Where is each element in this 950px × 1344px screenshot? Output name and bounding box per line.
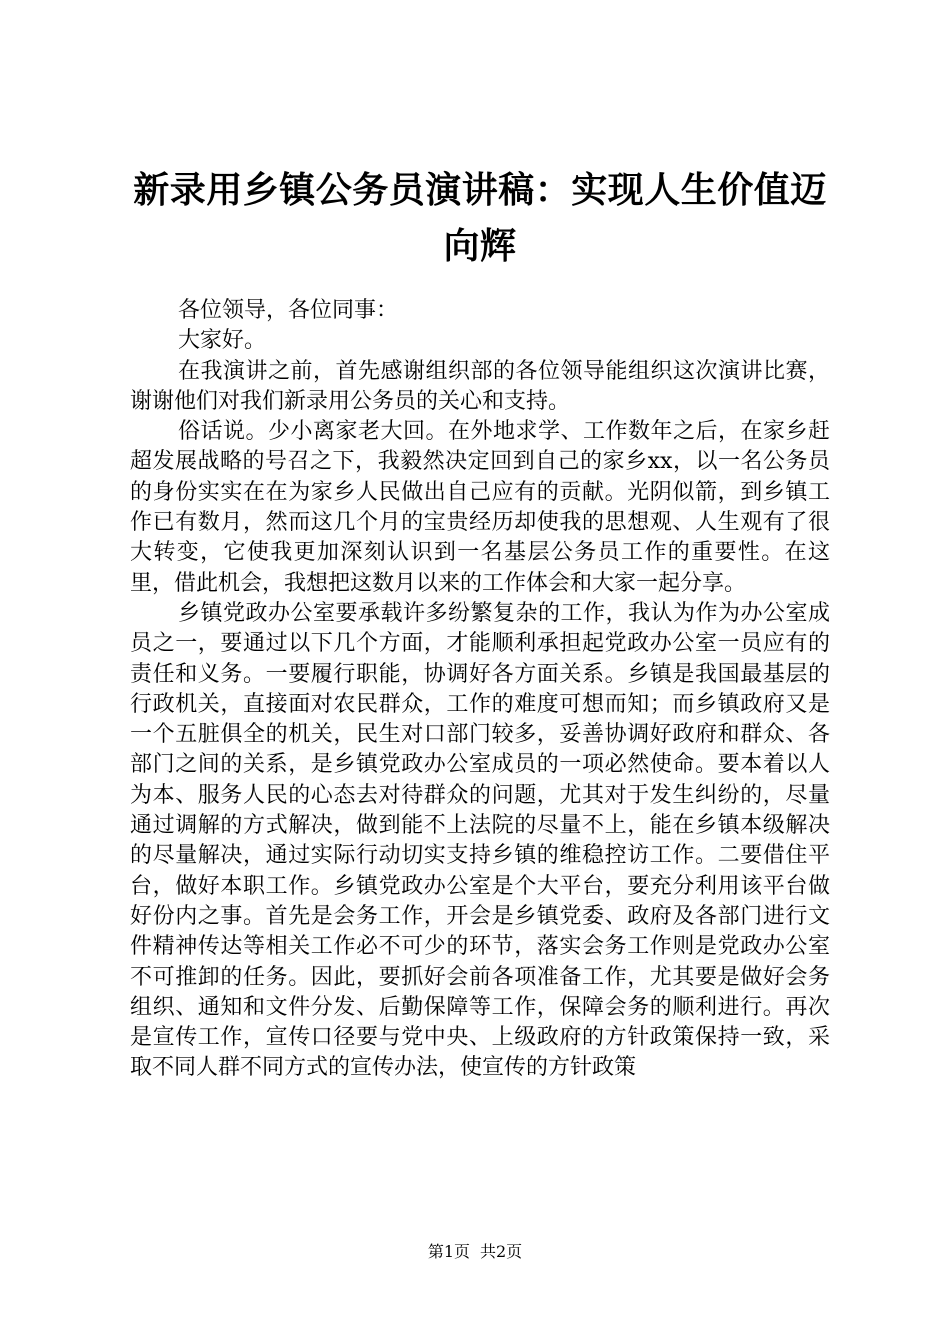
- paragraph-greeting: 大家好。: [178, 328, 267, 354]
- paragraph-thanks: 在我演讲之前，首先感谢组织部的各位领导能组织这次演讲比赛，谢谢他们对我们新录用公务员的关心和支持。: [130, 358, 830, 414]
- paragraph-salutation: 各位领导，各位同事：: [178, 298, 399, 323]
- paragraph-office-work: 乡镇党政办公室要承载许多纷繁复杂的工作，我认为作为办公室成员之一，要通过以下几个方面，才能顺利承担起党政办公室一员应有的责任和义务。一要履行职能，协调好各方面关系。乡镇是我国最基层的行政机关，直接面对农民群众，工作的难度可想而知；而乡镇政府又是一个五脏俱全的机关，民生对口部门较多，妥善协调好政府和群众、各部门之间的关系，是乡镇党政办公室成员的一项必然使命。要本着以人为本、服务人民的心态去对待群众的问题，尤其对于发生纠纷的，尽量通过调解的方式解决，做到能不上法院的尽量不上，能在乡镇本级解决的尽量解决，通过实际行动切实支持乡镇的维稳控访工作。二要借住平台，做好本职工作。乡镇党政办公室是个大平台，要充分利用该平台做好份内之事。首先是会务工作，开会是乡镇党委、政府及各部门进行文件精神传达等相关工作必不可少的环节，落实会务工作则是党政办公室不可推卸的任务。因此，要抓好会前各项准备工作，尤其要是做好会务组织、通知和文件分发、后勤保障等工作，保障会务的顺利进行。再次是宣传工作，宣传口径要与党中央、上级政府的方针政策保持一致，采取不同人群不同方式的宣传办法，使宣传的方针政策: [130, 600, 830, 1081]
- page-number: 第1页: [427, 1242, 470, 1261]
- document-body: [130, 296, 830, 1084]
- page-footer: [0, 1242, 950, 1262]
- page-total: 共2页: [480, 1242, 523, 1261]
- paragraph-introduction: 俗话说。少小离家老大回。在外地求学、工作数年之后，在家乡赶超发展战略的号召之下，我毅然决定回到自己的家乡xx，以一名公务员的身份实实在在为家乡人民做出自己应有的贡献。光阴似箭，到乡镇工作已有数月，然而这几个月的宝贵经历却使我的思想观、人生观有了很大转变，它使我更加深刻认识到一名基层公务员工作的重要性。在这里，借此机会，我想把这数月以来的工作体会和大家一起分享。: [130, 419, 830, 596]
- document-title: 新录用乡镇公务员演讲稿：实现人生价值迈向辉: [133, 170, 827, 267]
